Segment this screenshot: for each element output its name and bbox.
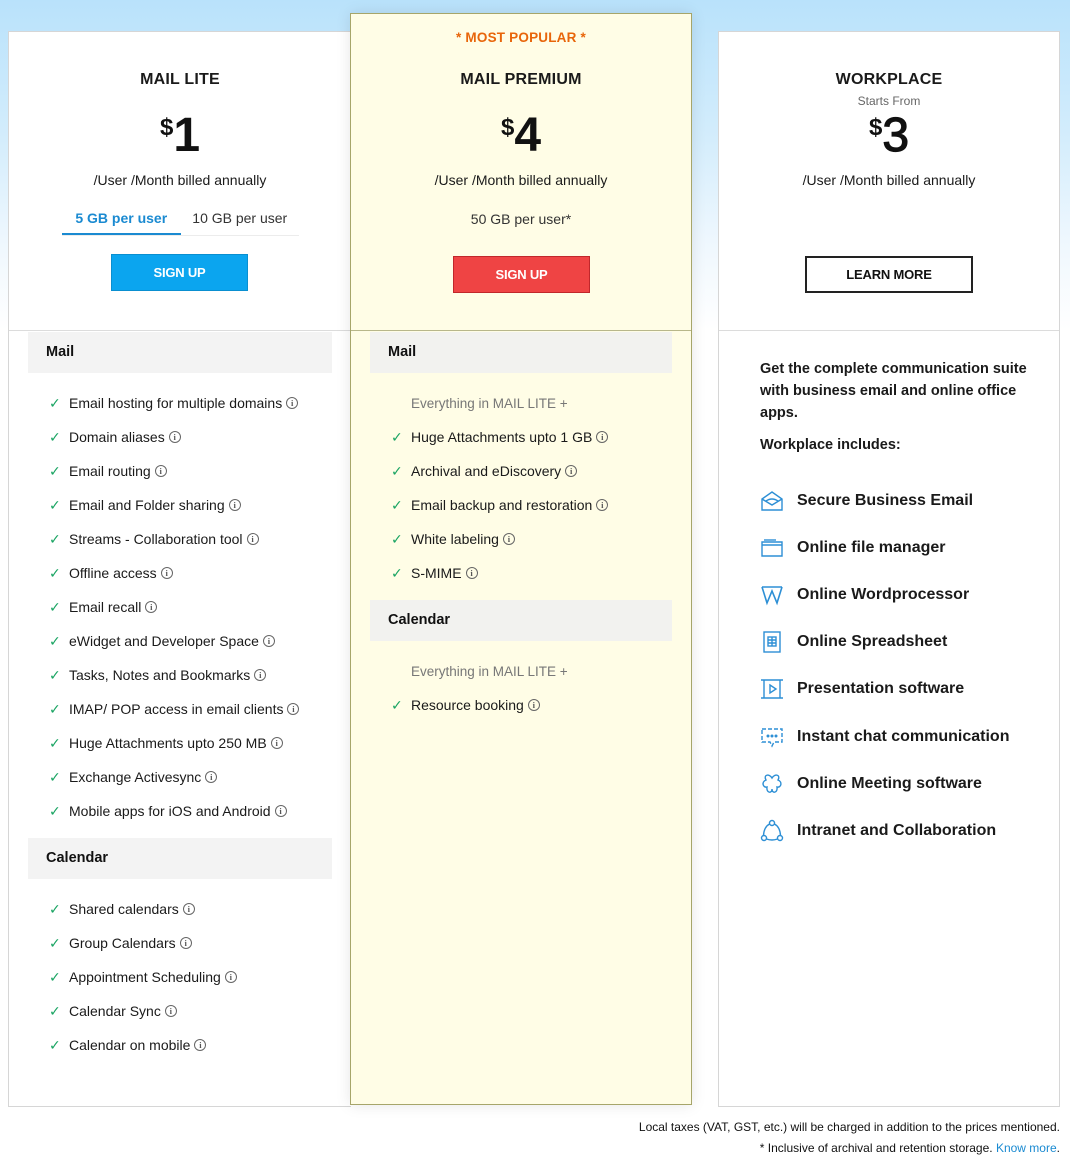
plan-price <box>351 109 691 162</box>
most-popular-badge: * MOST POPULAR * <box>456 30 586 45</box>
feature-label: S-MIME <box>411 565 462 581</box>
signup-button-premium[interactable]: SIGN UP <box>453 256 590 293</box>
plan-name: MAIL LITE <box>140 71 220 88</box>
feature-label: Email routing <box>69 463 151 479</box>
feature-item <box>351 454 691 488</box>
plan-name: WORKPLACE <box>835 71 943 88</box>
app-label: Online Spreadsheet <box>797 633 948 651</box>
plan-features <box>9 332 351 1072</box>
feature-item <box>9 760 351 794</box>
info-icon[interactable]: i <box>275 805 287 817</box>
storage-note: 50 GB per user* <box>470 211 572 227</box>
info-icon[interactable]: i <box>565 465 577 477</box>
info-icon[interactable]: i <box>183 903 195 915</box>
info-icon[interactable]: i <box>596 431 608 443</box>
check-icon: ✓ <box>49 632 61 649</box>
feature-list-mail <box>9 373 351 838</box>
app-label: Instant chat communication <box>797 727 1010 745</box>
check-icon: ✓ <box>49 934 61 951</box>
feature-item <box>9 960 351 994</box>
feature-item <box>9 1028 351 1062</box>
feature-item <box>9 692 351 726</box>
feature-label: Streams - Collaboration tool <box>69 531 243 547</box>
feature-label: White labeling <box>411 531 499 547</box>
feature-label: Huge Attachments upto 1 GB <box>411 429 593 445</box>
app-label: Online Meeting software <box>797 774 982 792</box>
app-item-files <box>760 524 1009 571</box>
section-header-calendar: Calendar <box>370 600 672 641</box>
info-icon[interactable]: i <box>528 699 540 711</box>
check-icon: ✓ <box>391 496 403 513</box>
feature-item <box>351 556 691 590</box>
check-icon: ✓ <box>49 564 61 581</box>
info-icon[interactable]: i <box>165 1005 177 1017</box>
check-icon: ✓ <box>49 768 61 785</box>
feature-item <box>9 994 351 1028</box>
signup-button-lite[interactable]: SIGN UP <box>111 254 248 291</box>
feature-label: Appointment Scheduling <box>69 969 221 985</box>
check-icon: ✓ <box>49 598 61 615</box>
billing-note: /User /Month billed annually <box>93 172 267 188</box>
feature-label: Email and Folder sharing <box>69 497 225 513</box>
mail-envelope-icon <box>760 489 784 513</box>
includes-previous-note: Everything in MAIL LITE + <box>411 663 568 679</box>
feature-label: Email backup and restoration <box>411 497 593 513</box>
feature-label: Email hosting for multiple domains <box>69 395 283 411</box>
info-icon[interactable]: i <box>254 669 266 681</box>
app-item-chat <box>760 713 1009 760</box>
folder-icon <box>760 536 784 560</box>
intranet-icon <box>760 819 784 843</box>
info-icon[interactable]: i <box>503 533 515 545</box>
plan-card-mail-lite <box>8 31 351 1107</box>
chat-icon <box>760 725 784 749</box>
spreadsheet-icon <box>760 630 784 654</box>
plan-price <box>719 109 1059 162</box>
feature-item <box>9 522 351 556</box>
check-icon: ✓ <box>49 900 61 917</box>
section-header-mail: Mail <box>370 332 672 373</box>
info-icon[interactable]: i <box>286 397 298 409</box>
currency-symbol: $ <box>868 114 883 141</box>
currency-symbol: $ <box>159 114 174 141</box>
currency-symbol: $ <box>500 114 515 141</box>
feature-item <box>9 658 351 692</box>
info-icon[interactable]: i <box>287 703 299 715</box>
info-icon[interactable]: i <box>145 601 157 613</box>
feature-item <box>9 892 351 926</box>
feature-label: Calendar Sync <box>69 1003 161 1019</box>
info-icon[interactable]: i <box>225 971 237 983</box>
plan-card-mail-premium <box>350 13 692 1105</box>
feature-item <box>9 556 351 590</box>
feature-label: Archival and eDiscovery <box>411 463 562 479</box>
plan-header <box>719 32 1059 331</box>
tab-10gb[interactable]: 10 GB per user <box>192 210 288 226</box>
app-item-intranet <box>760 807 1009 854</box>
info-icon[interactable]: i <box>271 737 283 749</box>
plan-header <box>351 14 691 331</box>
info-icon[interactable]: i <box>161 567 173 579</box>
info-icon[interactable]: i <box>180 937 192 949</box>
app-label: Secure Business Email <box>797 491 974 509</box>
feature-label: IMAP/ POP access in email clients <box>69 701 284 717</box>
check-icon: ✓ <box>49 968 61 985</box>
starts-from-label: Starts From <box>857 94 921 108</box>
info-icon[interactable]: i <box>229 499 241 511</box>
info-icon[interactable]: i <box>194 1039 206 1051</box>
feature-item <box>351 420 691 454</box>
info-icon[interactable]: i <box>596 499 608 511</box>
feature-label: Huge Attachments upto 250 MB <box>69 735 267 751</box>
check-icon: ✓ <box>49 666 61 683</box>
feature-item <box>9 624 351 658</box>
feature-item <box>9 420 351 454</box>
plan-card-workplace <box>718 31 1060 1107</box>
workplace-includes-label: Workplace includes: <box>760 437 901 453</box>
feature-list-calendar <box>9 879 351 1072</box>
feature-label: Domain aliases <box>69 429 165 445</box>
period: . <box>1056 1141 1060 1155</box>
wordprocessor-icon <box>760 583 784 607</box>
check-icon: ✓ <box>49 700 61 717</box>
price-amount: 4 <box>514 109 542 162</box>
app-item-meeting <box>760 760 1009 807</box>
check-icon: ✓ <box>391 564 403 581</box>
check-icon: ✓ <box>49 1036 61 1053</box>
check-icon: ✓ <box>49 428 61 445</box>
section-header-mail: Mail <box>28 332 332 373</box>
info-icon[interactable]: i <box>205 771 217 783</box>
feature-label: Email recall <box>69 599 142 615</box>
feature-item <box>9 488 351 522</box>
plan-features <box>351 332 691 732</box>
storage-tabs <box>62 206 299 236</box>
feature-list-calendar <box>351 641 691 732</box>
check-icon: ✓ <box>391 696 403 713</box>
app-item-writer <box>760 571 1009 618</box>
app-item-show <box>760 666 1009 713</box>
price-amount: 3 <box>882 109 910 162</box>
check-icon: ✓ <box>49 462 61 479</box>
feature-item <box>351 488 691 522</box>
app-label: Intranet and Collaboration <box>797 821 997 839</box>
feature-label: Exchange Activesync <box>69 769 202 785</box>
plan-price <box>9 109 351 162</box>
meeting-icon <box>760 772 784 796</box>
feature-label: Offline access <box>69 565 157 581</box>
feature-item <box>9 726 351 760</box>
feature-label: Group Calendars <box>69 935 176 951</box>
info-icon[interactable]: i <box>466 567 478 579</box>
plan-name: MAIL PREMIUM <box>460 71 582 88</box>
feature-item <box>351 522 691 556</box>
know-more-link[interactable]: Know more <box>995 1141 1057 1155</box>
feature-label: Shared calendars <box>69 901 179 917</box>
feature-label: Tasks, Notes and Bookmarks <box>69 667 251 683</box>
feature-item <box>9 794 351 828</box>
feature-item <box>351 688 691 722</box>
info-icon[interactable]: i <box>169 431 181 443</box>
check-icon: ✓ <box>49 530 61 547</box>
storage-footnote-text: * Inclusive of archival and retention storage. <box>759 1141 993 1155</box>
info-icon[interactable]: i <box>263 635 275 647</box>
feature-item <box>9 590 351 624</box>
info-icon[interactable]: i <box>247 533 259 545</box>
tab-5gb[interactable]: 5 GB per user <box>62 206 181 235</box>
includes-previous-note: Everything in MAIL LITE + <box>411 395 568 411</box>
app-item-mail <box>760 477 1009 524</box>
feature-label: Mobile apps for iOS and Android <box>69 803 271 819</box>
presentation-icon <box>760 677 784 701</box>
section-header-calendar: Calendar <box>28 838 332 879</box>
feature-item <box>9 386 351 420</box>
feature-label: Resource booking <box>411 697 524 713</box>
feature-item <box>9 454 351 488</box>
check-icon: ✓ <box>49 496 61 513</box>
app-label: Online file manager <box>797 538 946 556</box>
storage-footnote <box>760 1141 1060 1155</box>
feature-list-mail <box>351 373 691 600</box>
app-label: Presentation software <box>797 680 965 698</box>
info-icon[interactable]: i <box>155 465 167 477</box>
check-icon: ✓ <box>391 462 403 479</box>
feature-label: eWidget and Developer Space <box>69 633 259 649</box>
check-icon: ✓ <box>49 802 61 819</box>
feature-label: Calendar on mobile <box>69 1037 191 1053</box>
learn-more-button[interactable]: LEARN MORE <box>805 256 973 293</box>
price-amount: 1 <box>173 109 201 162</box>
check-icon: ✓ <box>49 1002 61 1019</box>
billing-note: /User /Month billed annually <box>434 172 608 188</box>
workplace-description: Get the complete communication suite with business email and online office apps. <box>760 361 1027 421</box>
app-item-sheet <box>760 619 1009 666</box>
taxes-note: Local taxes (VAT, GST, etc.) will be charged in addition to the prices mentioned. <box>638 1120 1060 1134</box>
workplace-app-list <box>760 477 1009 855</box>
check-icon: ✓ <box>49 734 61 751</box>
plan-header <box>9 32 351 331</box>
check-icon: ✓ <box>391 428 403 445</box>
billing-note: /User /Month billed annually <box>802 172 976 188</box>
check-icon: ✓ <box>49 394 61 411</box>
check-icon: ✓ <box>391 530 403 547</box>
app-label: Online Wordprocessor <box>797 585 970 603</box>
feature-item <box>9 926 351 960</box>
